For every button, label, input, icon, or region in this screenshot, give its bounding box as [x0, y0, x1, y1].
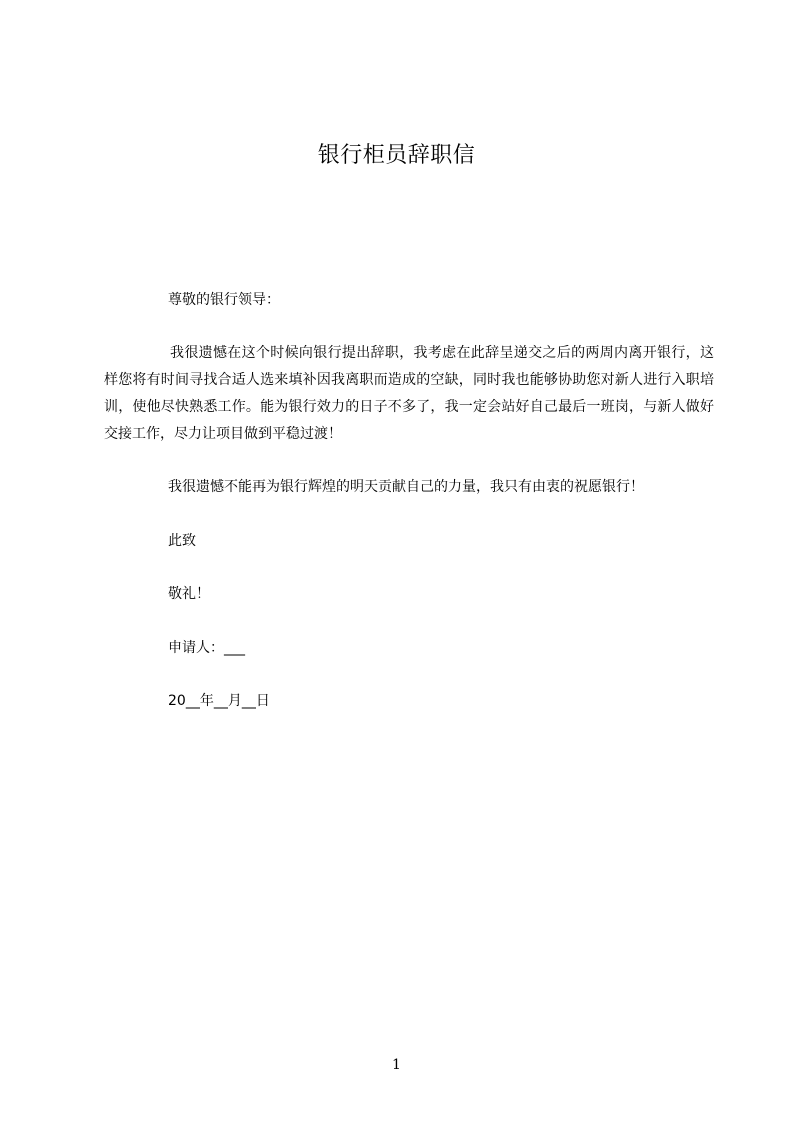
greeting-line: 尊敬的银行领导：: [168, 292, 280, 308]
document-title: 银行柜员辞职信: [317, 143, 476, 168]
date-line: 20__年__月__日: [168, 693, 270, 709]
applicant-line: 申请人：___: [168, 640, 245, 656]
wish-paragraph: 我很遗憾不能再为银行辉煌的明天贡献自己的力量，我只有由衷的祝愿银行！: [168, 479, 644, 495]
body-paragraph: 我很遗憾在这个时候向银行提出辞职，我考虑在此辞呈递交之后的两周内离开银行，这样您将有时间寻找合适人选来填补因我离职而造成的空缺，同时我也能够协助您对新人进行入职培训，使他尽快熟悉工作。能为银行效力的日子不多了，我一定会站好自己最后一班岗，与新人做好交接工作，尽力让项目做到平稳过渡！: [104, 345, 714, 442]
closing-cizhi: 此致: [168, 533, 196, 549]
closing-jingli: 敬礼！: [168, 586, 210, 602]
page-number: 1: [392, 1057, 401, 1073]
